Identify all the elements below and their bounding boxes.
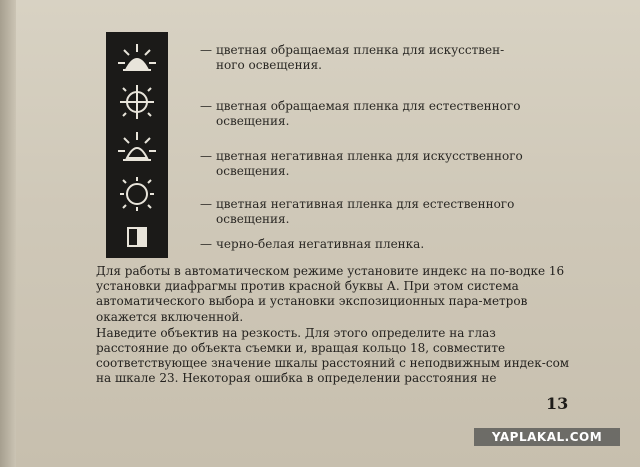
legend-item-line: цветная обращаемая пленка для искусствен- bbox=[216, 43, 505, 57]
paragraph-focusing: Наведите объектив на резкость. Для этого определите на глаз расстояние до объекта съемки и, вращая кольцо 18, совместите соответствующее значение шкалы расстояний с неподвижным индек-сом на шкале 23. Некоторая ошибка в определении расстояния не bbox=[96, 325, 570, 386]
legend-item-line: черно-белая негативная пленка. bbox=[216, 237, 425, 251]
legend-item-color-negative-daylight: — цветная негативная пленка для естественного освещения. bbox=[200, 197, 580, 227]
legend-item-color-negative-artificial: — цветная негативная пленка для искусственного освещения. bbox=[200, 149, 580, 179]
legend-item-line: цветная негативная пленка для естественного bbox=[216, 197, 515, 211]
legend-item-bw-negative: — черно-белая негативная пленка. bbox=[200, 237, 425, 251]
legend-item-color-reversal-daylight: — цветная обращаемая пленка для естественного освещения. bbox=[200, 99, 580, 129]
watermark-logo: YAPLAKAL.COM bbox=[474, 428, 620, 446]
legend-item-line: цветная обращаемая пленка для естественного bbox=[216, 99, 521, 113]
sun-outline-icon bbox=[120, 177, 154, 211]
film-type-icon-panel bbox=[106, 32, 168, 258]
legend-item-line: освещения. bbox=[216, 114, 290, 128]
page-number: 13 bbox=[546, 394, 569, 413]
black-white-square-icon bbox=[128, 228, 146, 246]
paragraph-automatic-mode: Для работы в автоматическом режиме установите индекс на по-водке 16 установки диафрагмы против красной буквы А. При этом система автоматического выбора и установки экспозиционных пара-метров окажется включенной. bbox=[96, 264, 565, 324]
page-fold-shadow bbox=[0, 0, 16, 467]
artificial-light-lamp-outline-icon bbox=[118, 132, 156, 160]
legend-item-line: цветная негативная пленка для искусственного bbox=[216, 149, 523, 163]
legend-item-line: ного освещения. bbox=[216, 58, 322, 72]
body-text bbox=[96, 264, 572, 387]
sun-icon bbox=[120, 85, 154, 119]
artificial-light-lamp-icon bbox=[118, 44, 156, 70]
legend-item-color-reversal-artificial: — цветная обращаемая пленка для искусствен- ного освещения. bbox=[200, 43, 580, 73]
film-type-icons bbox=[106, 32, 168, 258]
legend-item-line: освещения. bbox=[216, 164, 290, 178]
legend-item-line: освещения. bbox=[216, 212, 290, 226]
